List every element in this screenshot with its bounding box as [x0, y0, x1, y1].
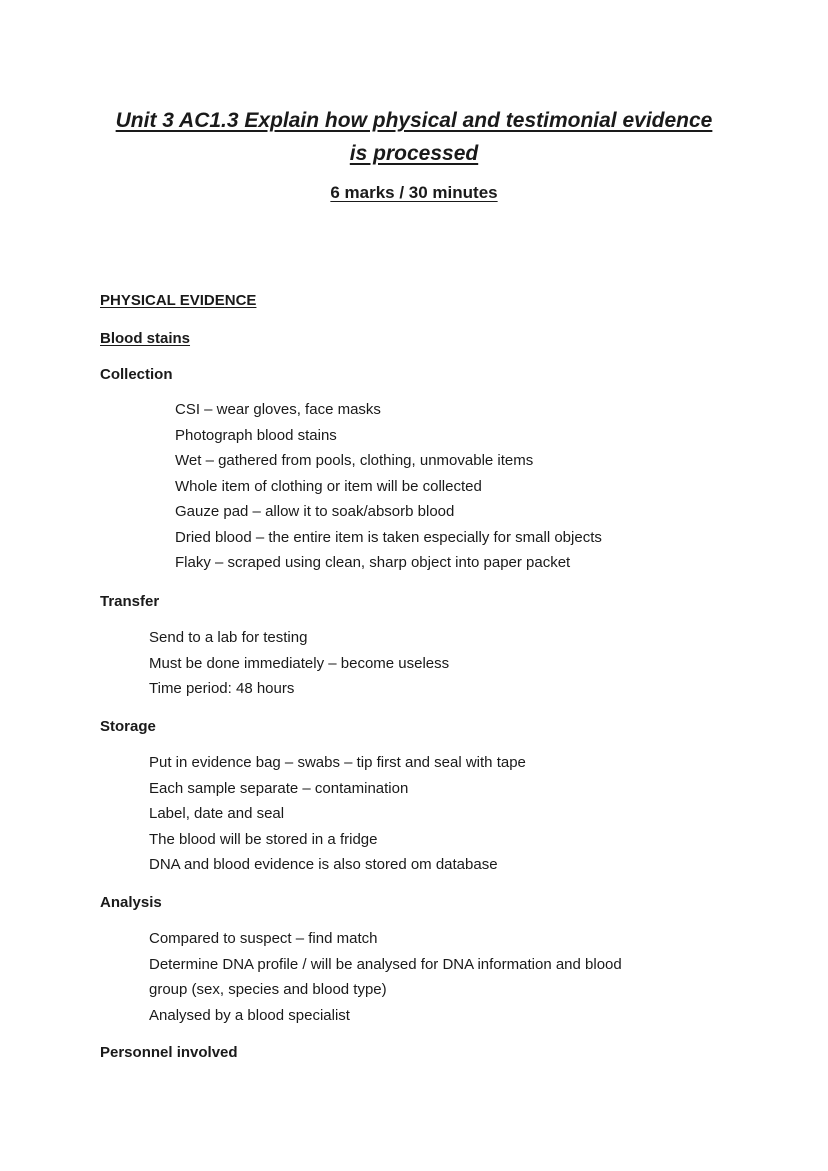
physical-evidence-heading: PHYSICAL EVIDENCE [100, 292, 257, 309]
list-item: Whole item of clothing or item will be collected [175, 477, 482, 495]
page-title-line-2: is processed [349, 142, 479, 165]
analysis-heading: Analysis [100, 894, 162, 911]
list-item: Gauze pad – allow it to soak/absorb blood [175, 503, 455, 520]
list-item: DNA and blood evidence is also stored om database [149, 856, 498, 873]
page-title-line-1: Unit 3 AC1.3 Explain how physical and testimonial evidence [115, 109, 713, 132]
page-title [0, 104, 828, 170]
personnel-involved-heading: Personnel involved [100, 1044, 238, 1061]
list-item: Each sample separate – contamination [149, 779, 409, 797]
storage-heading: Storage [100, 718, 156, 735]
blood-stains-heading: Blood stains [100, 330, 191, 347]
storage-list [149, 750, 526, 878]
list-item: Label, date and seal [149, 805, 285, 822]
list-item: Wet – gathered from pools, clothing, unmovable items [175, 452, 534, 469]
analysis-list [149, 926, 622, 1028]
transfer-list [149, 625, 449, 702]
list-item: The blood will be stored in a fridge [149, 830, 378, 848]
list-item: Flaky – scraped using clean, sharp object into paper packet [175, 554, 571, 571]
collection-heading: Collection [100, 366, 173, 383]
list-item: Compared to suspect – find match [149, 930, 378, 947]
list-item: Send to a lab for testing [149, 629, 308, 646]
list-item: Put in evidence bag – swabs – tip first and seal with tape [149, 754, 526, 771]
list-item: Determine DNA profile / will be analysed for DNA information and blood [149, 955, 622, 973]
list-item: Must be done immediately – become useless [149, 654, 450, 672]
marks-time-subtitle: 6 marks / 30 minutes [330, 183, 498, 202]
list-item: Dried blood – the entire item is taken especially for small objects [175, 528, 602, 546]
transfer-heading: Transfer [100, 593, 160, 610]
list-item: Time period: 48 hours [149, 680, 295, 697]
list-item: CSI – wear gloves, face masks [175, 401, 381, 418]
list-item: Analysed by a blood specialist [149, 1006, 350, 1024]
collection-list [175, 397, 602, 576]
list-item: Photograph blood stains [175, 426, 337, 444]
list-item-continuation: group (sex, species and blood type) [149, 981, 387, 998]
